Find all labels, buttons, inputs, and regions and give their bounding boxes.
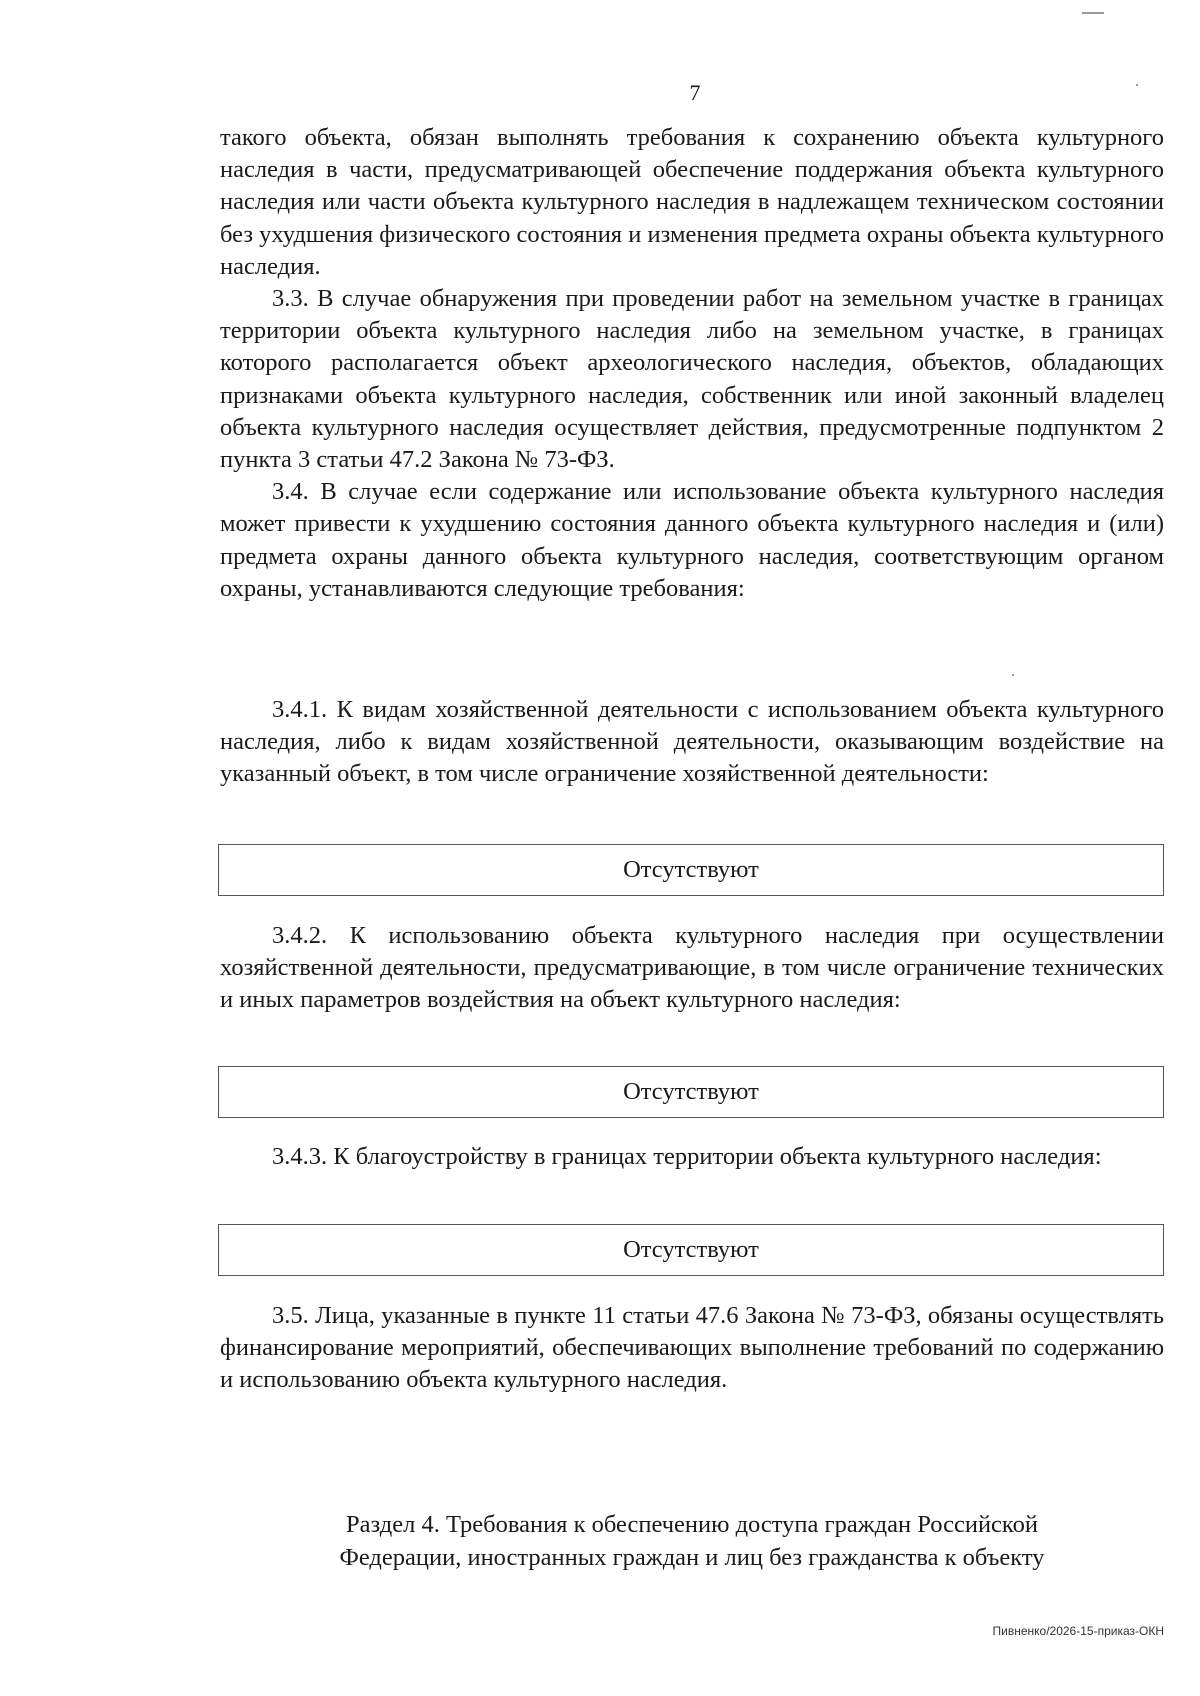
status-box-text: Отсутствуют: [623, 1236, 759, 1263]
status-box-3-4-3: [218, 1224, 1164, 1276]
status-box-text: Отсутствуют: [623, 856, 759, 883]
paragraph-3-4: 3.4. В случае если содержание или использование объекта культурного наследия может привести к ухудшению состояния данного объекта культурного наследия и (или) предмета охраны данного объекта культурного наследия, соответствующим органом охраны, устанавливаются следующие требования:: [220, 478, 1164, 602]
status-box-text: Отсутствуют: [623, 1078, 759, 1105]
text-block-3-4-1: [220, 694, 1164, 791]
section-heading-line: Федерации, иностранных граждан и лиц без гражданства к объекту: [339, 1544, 1045, 1571]
paragraph-3-4-2: 3.4.2. К использованию объекта культурного наследия при осуществлении хозяйственной деятельности, предусматривающие, в том числе ограничение технических и иных параметров воздействия на объект культурного наследия:: [220, 922, 1164, 1014]
text-block-top: [220, 122, 1164, 605]
text-block-3-4-2: [220, 920, 1164, 1017]
status-box-3-4-1: [218, 844, 1164, 896]
status-box-3-4-2: [218, 1066, 1164, 1118]
text-block-3-4-3: [220, 1141, 1164, 1173]
page-number: 7: [689, 80, 701, 105]
paragraph-3-4-3: 3.4.3. К благоустройству в границах территории объекта культурного наследия:: [272, 1143, 1102, 1170]
scan-mark: [1012, 674, 1014, 676]
footer-stamp: Пивненко/2026-15-приказ-ОКН: [992, 1624, 1164, 1638]
paragraph-3-4-1: 3.4.1. К видам хозяйственной деятельности с использованием объекта культурного наследия, либо к видам хозяйственной деятельности, оказывающим воздействие на указанный объект, в том числе ограничение хозяйственной деятельности:: [220, 696, 1164, 788]
paragraph-intro: такого объекта, обязан выполнять требования к сохранению объекта культурного наследия в части, предусматривающей обеспечение поддержания объекта культурного наследия или части объекта культурного наследия в надлежащем техническом состоянии без ухудшения физического состояния и изменения предмета охраны объекта культурного наследия.: [220, 124, 1164, 280]
paragraph-3-3: 3.3. В случае обнаружения при проведении работ на земельном участке в границах территории объекта культурного наследия либо на земельном участке, в границах которого располагается объект археологического наследия, объектов, обладающих признаками объекта культурного наследия, собственник или иной законный владелец объекта культурного наследия осуществляет действия, предусмотренные подпунктом 2 пункта 3 статьи 47.2 Закона № 73-ФЗ.: [220, 285, 1164, 474]
section-heading: [220, 1508, 1164, 1574]
scan-mark: [1082, 12, 1104, 14]
paragraph-3-5: 3.5. Лица, указанные в пункте 11 статьи 47.6 Закона № 73-ФЗ, обязаны осуществлять финансирование мероприятий, обеспечивающих выполнение требований по содержанию и использованию объекта культурного наследия.: [220, 1302, 1164, 1394]
section-heading-line: Раздел 4. Требования к обеспечению доступа граждан Российской: [346, 1511, 1038, 1538]
text-block-3-5: [220, 1300, 1164, 1397]
